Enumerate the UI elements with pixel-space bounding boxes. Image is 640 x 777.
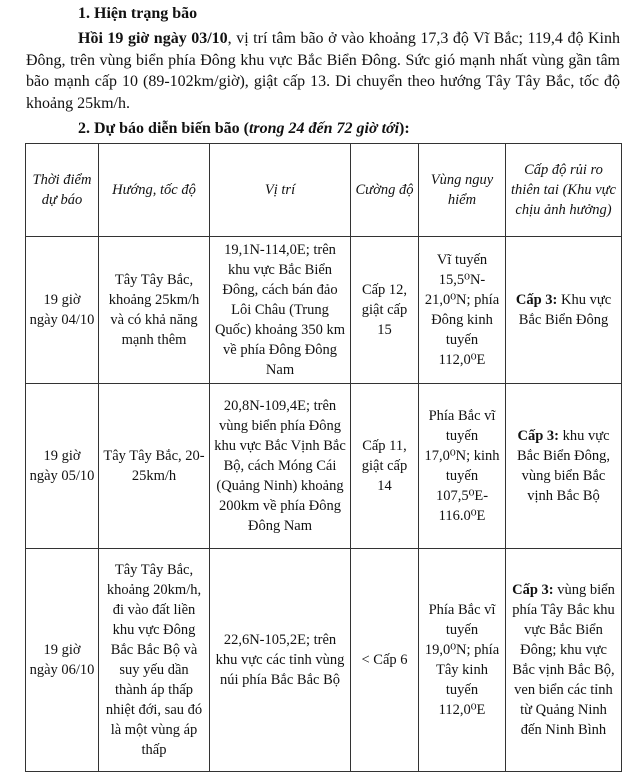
section-2-title-end: ): (399, 120, 410, 137)
table-row (26, 237, 622, 384)
current-status-paragraph (26, 28, 620, 114)
cell-direction: Tây Tây Bắc, 20-25km/h (99, 384, 210, 549)
cell-intensity: < Cấp 6 (351, 549, 419, 772)
current-status-body: , vị trí tâm bão ở vào khoảng 17,3 độ Vĩ Bắc; 119,4 độ Kinh Đông, trên vùng biển phía Đông khu vực Bắc Biển Đông. Sức gió mạnh nhất vùng gần tâm bão mạnh cấp 10 (89-102km/giờ), giật cấp 13. Di chuyển theo hướng Tây Tây Bắc, tốc độ khoảng 25km/h. (26, 30, 620, 112)
risk-area: vùng biển phía Tây Bắc khu vực Bắc Biển Đông; khu vực Bắc vịnh Bắc Bộ, ven biển các tỉnh từ Quảng Ninh đến Ninh Bình (512, 582, 615, 738)
table-row (26, 549, 622, 772)
cell-time: 19 giờ ngày 06/10 (26, 549, 99, 772)
header-time: Thời điểm dự báo (26, 144, 99, 237)
section-2-title (78, 119, 410, 139)
header-danger-zone: Vùng nguy hiểm (419, 144, 506, 237)
cell-intensity: Cấp 12, giật cấp 15 (351, 237, 419, 384)
current-status-lead: Hồi 19 giờ ngày 03/10 (78, 30, 228, 47)
cell-time: 19 giờ ngày 05/10 (26, 384, 99, 549)
cell-direction: Tây Tây Bắc, khoảng 20km/h, đi vào đất liền khu vực Đông Bắc Bắc Bộ và suy yếu dần thành áp thấp nhiệt đới, sau đó là một vùng áp thấp (99, 549, 210, 772)
section-2-title-italic: trong 24 đến 72 giờ tới (248, 120, 400, 137)
forecast-table (25, 143, 622, 772)
cell-direction: Tây Tây Bắc, khoảng 25km/h và có khả năng mạnh thêm (99, 237, 210, 384)
header-risk-level: Cấp độ rủi ro thiên tai (Khu vực chịu ảnh hưởng) (506, 144, 622, 237)
cell-time: 19 giờ ngày 04/10 (26, 237, 99, 384)
header-position: Vị trí (210, 144, 351, 237)
cell-intensity: Cấp 11, giật cấp 14 (351, 384, 419, 549)
table-row (26, 384, 622, 549)
cell-danger-zone: Phía Bắc vĩ tuyến 19,0⁰N; phía Tây kinh tuyến 112,0⁰E (419, 549, 506, 772)
table-header-row (26, 144, 622, 237)
header-direction: Hướng, tốc độ (99, 144, 210, 237)
risk-level-label: Cấp 3: (517, 428, 559, 444)
cell-risk-level (506, 384, 622, 549)
cell-risk-level (506, 549, 622, 772)
cell-position: 20,8N-109,4E; trên vùng biển phía Đông khu vực Bắc Vịnh Bắc Bộ, cách Móng Cái (Quảng Ninh) khoảng 200km về phía Đông Đông Nam (210, 384, 351, 549)
cell-risk-level (506, 237, 622, 384)
cell-danger-zone: Vĩ tuyến 15,5⁰N-21,0⁰N; phía Đông kinh tuyến 112,0⁰E (419, 237, 506, 384)
cell-position: 22,6N-105,2E; trên khu vực các tỉnh vùng núi phía Bắc Bắc Bộ (210, 549, 351, 772)
header-intensity: Cường độ (351, 144, 419, 237)
risk-area: Khu vực Bắc Biển Đông (518, 292, 612, 328)
section-2-title-start: 2. Dự báo diễn biến bão ( (78, 120, 249, 137)
cell-danger-zone: Phía Bắc vĩ tuyến 17,0⁰N; kinh tuyến 107,5⁰E-116.0⁰E (419, 384, 506, 549)
section-1-title: 1. Hiện trạng bão (78, 5, 198, 22)
cell-position: 19,1N-114,0E; trên khu vực Bắc Biển Đông, cách bán đảo Lôi Châu (Trung Quốc) khoảng 350 km về phía Đông Đông Nam (210, 237, 351, 384)
risk-level-label: Cấp 3: (512, 582, 554, 598)
risk-level-label: Cấp 3: (515, 292, 558, 308)
risk-area: khu vực Bắc Biển Đông, vùng biển Bắc vịnh Bắc Bộ (516, 428, 611, 504)
